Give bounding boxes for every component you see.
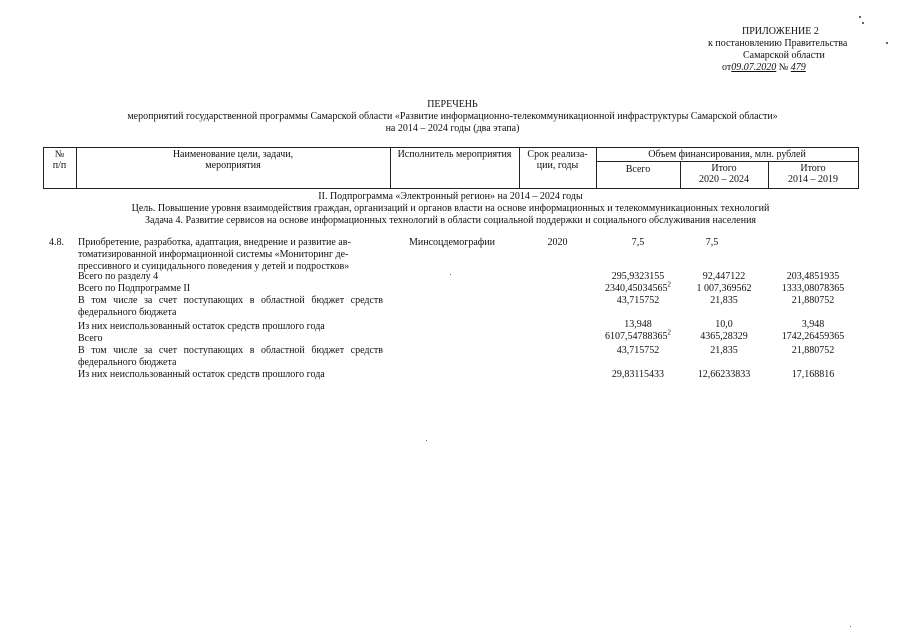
row-itogo-2019: 1333,08078365 — [781, 283, 845, 294]
item-name-line2: томатизированной информационной системы «Мониторинг де- — [78, 249, 349, 260]
scan-speck — [859, 16, 861, 18]
scan-speck — [450, 274, 451, 275]
row-label-2: федерального бюджета — [78, 357, 177, 368]
col-itogo-2024-header: Итого — [711, 163, 737, 174]
item-total: 7,5 — [631, 237, 645, 248]
row-itogo-2019: 21,880752 — [791, 295, 835, 306]
row-itogo-2024: 21,835 — [710, 345, 738, 356]
row-itogo-2024: 92,447122 — [702, 271, 746, 282]
col-name-header: Наименование цели, задачи, — [172, 149, 294, 160]
item-executor: Минсоцдемографии — [409, 237, 495, 248]
col-term-header: Срок реализа- — [527, 149, 588, 160]
col-num-header: № — [54, 149, 65, 160]
col-itogo-2024-years: 2020 – 2024 — [699, 174, 749, 185]
doc-title: ПЕРЕЧЕНЬ — [427, 99, 478, 110]
row-itogo-2019: 21,880752 — [791, 345, 835, 356]
appendix-line2: Самарской области — [743, 50, 825, 61]
row-itogo-2024: 4365,28329 — [700, 331, 748, 342]
row-itogo-2019: 3,948 — [801, 319, 825, 330]
row-total: 2340,45034565$^2$ — [605, 280, 671, 294]
row-total: 295,9323155 — [611, 271, 665, 282]
col-name-header-2: мероприятия — [205, 160, 261, 171]
row-label: Из них неиспользованный остаток средств прошлого года — [78, 369, 325, 380]
goal-heading: Цель. Повышение уровня взаимодействия граждан, организаций и органов власти на основе информационных и телекоммуникационных технологий — [131, 203, 770, 214]
row-total: 43,715752 — [616, 345, 660, 356]
col-total-header: Всего — [625, 164, 651, 175]
subprogram-heading: II. Подпрограмма «Электронный регион» на 2014 – 2024 годы — [318, 191, 583, 202]
col-finance-header: Объем финансирования, млн. рублей — [648, 149, 806, 160]
col-itogo-2019-header: Итого — [800, 163, 826, 174]
row-itogo-2024: 1 007,369562 — [696, 283, 752, 294]
scan-speck — [426, 440, 427, 441]
item-name-line1: Приобретение, разработка, адаптация, внедрение и развитие ав- — [78, 237, 351, 248]
appendix-title: ПРИЛОЖЕНИЕ 2 — [742, 26, 819, 37]
appendix-date-line — [722, 62, 827, 73]
row-label: Из них неиспользованный остаток средств прошлого года — [78, 321, 325, 332]
doc-subtitle-1: мероприятий государственной программы Самарской области «Развитие информационно-телекоммуникационной инфраструктуры Самарской области» — [127, 111, 778, 122]
col-term-header-2: ции, годы — [536, 160, 579, 171]
task-heading: Задача 4. Развитие сервисов на основе информационных технологий в области социальной поддержки и социального обслуживания населения — [144, 215, 757, 226]
row-itogo-2024: 12,66233833 — [697, 369, 751, 380]
doc-subtitle-2: на 2014 – 2024 годы (два этапа) — [385, 123, 520, 134]
scan-speck — [886, 42, 888, 44]
row-itogo-2019: 17,168816 — [791, 369, 835, 380]
row-itogo-2024: 21,835 — [710, 295, 738, 306]
row-label: Всего по разделу 4 — [78, 271, 159, 282]
row-label: Всего — [78, 333, 103, 344]
number-value: 479 — [790, 62, 806, 73]
scan-speck — [850, 626, 851, 627]
row-label: В том числе за счет поступающих в областной бюджет средств — [78, 295, 383, 306]
row-total: 43,715752 — [616, 295, 660, 306]
row-itogo-2019: 203,4851935 — [786, 271, 840, 282]
row-label-2: федерального бюджета — [78, 307, 177, 318]
col-num-header-2: п/п — [52, 160, 67, 171]
row-itogo-2024: 10,0 — [715, 319, 733, 330]
item-name-line3: прессивного и суицидального поведения у детей и подростков» — [78, 261, 350, 272]
date-value: 09.07.2020 — [731, 62, 777, 73]
row-itogo-2019: 1742,26459365 — [781, 331, 845, 342]
number-prefix: № — [778, 62, 789, 73]
row-label: В том числе за счет поступающих в областной бюджет средств — [78, 345, 383, 356]
item-number: 4.8. — [49, 237, 64, 248]
row-label: Всего по Подпрограмме II — [78, 283, 191, 294]
date-prefix: от — [722, 62, 732, 73]
row-total: 13,948 — [624, 319, 652, 330]
row-total: 29,83115433 — [611, 369, 665, 380]
row-total: 6107,54788365$^2$ — [605, 328, 671, 342]
col-itogo-2019-years: 2014 – 2019 — [788, 174, 838, 185]
appendix-line1: к постановлению Правительства — [708, 38, 848, 49]
scan-speck — [862, 22, 864, 24]
col-executor-header: Исполнитель мероприятия — [397, 149, 512, 160]
item-itogo-2024: 7,5 — [705, 237, 719, 248]
item-year: 2020 — [547, 237, 568, 248]
